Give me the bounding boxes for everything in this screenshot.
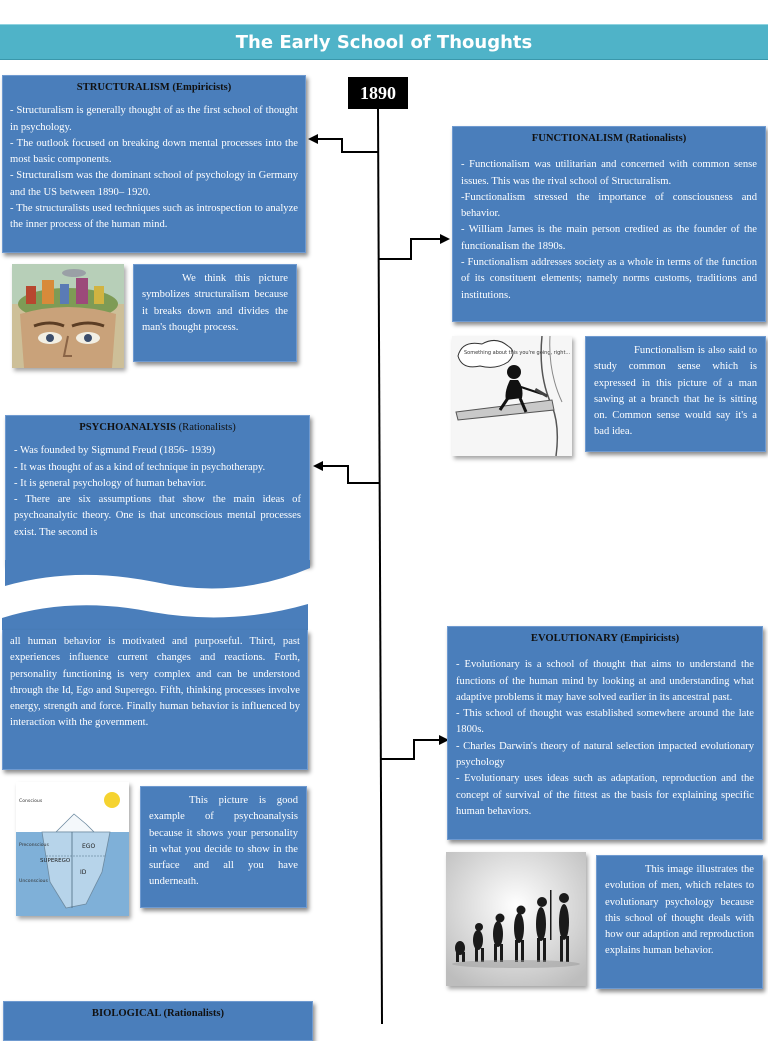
psychoanalysis-box [5,415,310,565]
connector-evolutionary [381,740,443,759]
bubble-text: Something about this you're going, right... [464,350,571,356]
psychoanalysis-continuation-box [2,630,308,770]
functionalism-line: - William James is the main person credited as the founder of the functionalism the 1890s. [461,224,757,252]
structuralism-heading: STRUCTURALISM (Empiricists) [76,82,232,93]
evolution-image [446,852,586,986]
structuralism-line: - The structuralists used techniques such as introspection to analyze the inner process of the human mind. [10,203,298,231]
functionalism-line: - Functionalism was utilitarian and concerned with common sense issues. This was the rival school of Structuralism. [461,159,757,187]
biological-heading: BIOLOGICAL (Rationalists) [91,1008,225,1019]
evolutionary-line: - Evolutionary uses ideas such as adaptation, reproduction and the concept of survival of the fittest as the basis for explaining specific human behaviors. [456,773,754,817]
structuralism-line: - Structuralism is generally thought of as the first school of thought in psychology. [10,105,298,133]
iceberg-label-conscious: Conscious [19,799,43,804]
structuralism-image [12,264,124,368]
arrow-structuralism [308,134,318,144]
structuralism-box [2,75,306,253]
evolutionary-caption: This image illustrates the evolution of men, which relates to evolutionary psychology because this school of thought deals with how our adaption and reproduction explains human behavior. [596,855,763,989]
psychoanalysis-heading-rest: (Rationalists) [176,422,236,433]
evolutionary-line: - This school of thought was established somewhere around the late 1800s. [456,708,754,736]
connector-functionalism [379,239,444,259]
arrow-psychoanalysis [313,461,323,471]
connector-structuralism [312,139,378,152]
functionalism-image [452,336,572,456]
functionalism-heading: FUNCTIONALISM (Rationalists) [531,133,687,144]
year-marker: 1890 [348,77,408,109]
structuralism-line: - The outlook focused on breaking down mental processes into the most basic components. [10,137,298,166]
evolutionary-line: - Evolutionary is a school of thought that aims to understand the functions of the human mind by looking at and understanding what adaptive problems it may have solved earlier in its ancestral past. [456,659,754,703]
psychoanalysis-continuation: all human behavior is motivated and purposeful. Third, past experiences influence current changes and reactions. Forth, personality functioning is very complex and can be understood through the Id, Ego and Superego. Fifth, thinking processes involve energy, strength and force. Finally human behavior is influenced by interaction with the government. [10,636,300,729]
functionalism-line: - Functionalism addresses society as a whole in terms of the function of its constituent elements; namely norms customs, traditions and institutions. [461,257,757,301]
biological-box [3,1001,313,1041]
psychoanalysis-line: - It is general psychology of human behavior. [14,477,207,489]
iceberg-label-superego: SUPEREGO [40,858,71,864]
structuralism-line: - Structuralism was the dominant school of psychology in Germany and the US between 1890– 1920. [10,170,298,198]
structuralism-caption: We think this picture symbolizes structuralism because it breaks down and divides the man's thought process. [133,264,297,362]
iceberg-label-ego: EGO [82,843,96,850]
functionalism-box [452,126,766,322]
timeline-line [378,108,382,1024]
psychoanalysis-line: - It was thought of as a kind of technique in psychotherapy. [14,461,266,473]
connector-psychoanalysis [318,466,380,483]
psychoanalysis-heading [14,420,301,436]
psychoanalysis-heading-bold: PSYCHOANALYSIS [79,422,176,433]
iceberg-label-unconscious: Unconscious [19,879,48,884]
psychoanalysis-line: - There are six assumptions that show the main ideas of psychoanalytic theory. One is that unconscious mental processes exist. The second is [14,494,301,538]
evolutionary-box [447,626,763,840]
evolutionary-line: - Charles Darwin's theory of natural selection impacted evolutionary psychology [456,740,754,769]
page-title: The Early School of Thoughts [235,31,533,53]
iceberg-label-id: ID [80,869,87,876]
arrow-functionalism [440,234,450,244]
iceberg-image [16,782,129,916]
functionalism-line: -Functionalism stressed the importance of consciousness and behavior. [461,191,757,220]
functionalism-caption: Functionalism is also said to study common sense which is expressed in this picture of a man sawing at a branch that he is sitting on. Common sense would say it's a bad idea. [585,336,766,452]
psychoanalysis-caption: This picture is good example of psychoanalysis because it shows your personality in what you decide to show in the surface and all you have underneath. [140,786,307,908]
psychoanalysis-wave-bottom [5,560,310,596]
iceberg-label-preconscious: Preconscious [19,843,49,848]
evolutionary-heading: EVOLUTIONARY (Empiricists) [530,633,680,644]
psychoanalysis-line: - Was founded by Sigmund Freud (1856- 1939) [14,445,216,457]
